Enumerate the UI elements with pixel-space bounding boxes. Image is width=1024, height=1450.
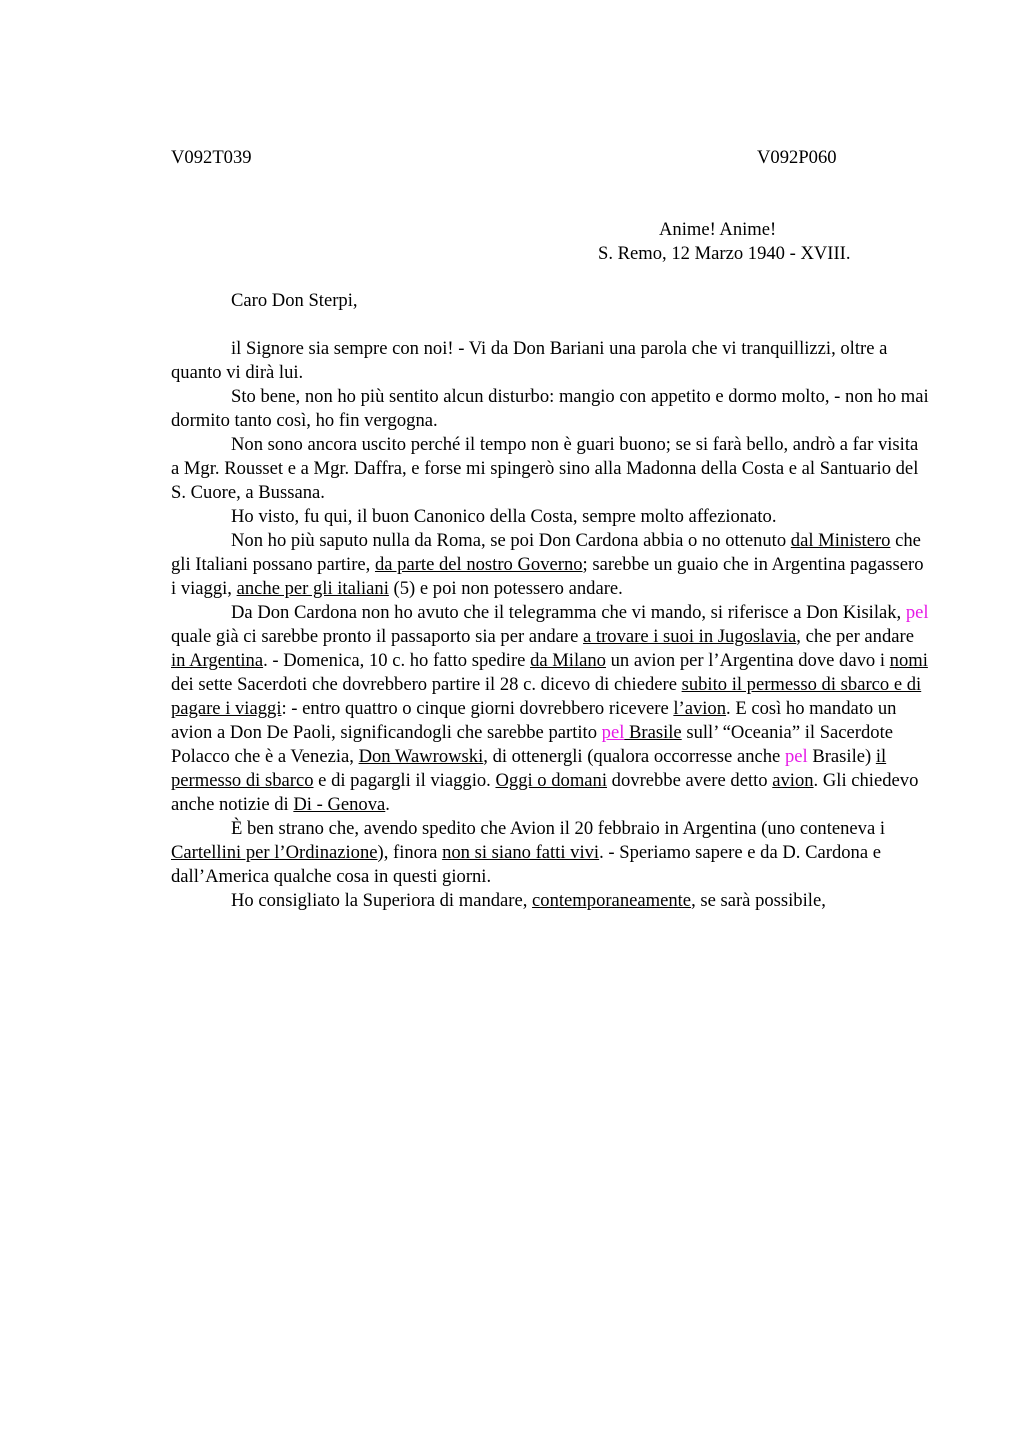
highlighted-word: pel (905, 602, 929, 623)
text-run: Da Don Cardona non ho avuto che il telegramma che vi mando, si riferisce a Don Kisilak, (231, 602, 906, 623)
text-run: Sto bene, non ho più sentito alcun disturbo: mangio con appetito e dormo molto, - non ho mai dormito tanto così, ho fin vergogna. (171, 386, 929, 431)
letter-paragraph (171, 529, 931, 601)
text-run: ; sarebbe un guaio che in Argentina pagassero i viaggi, (171, 554, 924, 599)
text-run: Non ho più saputo nulla da Roma, se poi Don Cardona abbia o no ottenuto (231, 530, 791, 551)
underlined-text: non si siano fatti vivi (442, 842, 600, 863)
letter-paragraph (171, 433, 931, 505)
underlined-text: avion (772, 770, 814, 791)
text-run: È ben strano che, avendo spedito che Avion il 20 febbraio in Argentina (uno conteneva i (231, 818, 886, 839)
text-run: che gli Italiani possano partire, (171, 530, 921, 575)
underlined-text: a trovare i suoi in Jugoslavia (583, 626, 797, 647)
text-run: quale già ci sarebbe pronto il passaporto sia per andare (171, 626, 584, 647)
text-run: un avion per l’Argentina dove davo i (605, 650, 890, 671)
text-run: . E così ho mandato un avion a Don De Paoli, significandogli che sarebbe partito (171, 698, 897, 743)
letter-paragraph (171, 601, 931, 817)
text-run: Brasile) (807, 746, 876, 767)
text-run: , che per andare (796, 626, 914, 647)
text-run: Ho consigliato la Superiora di mandare, (231, 890, 533, 911)
highlighted-word: pel (601, 722, 625, 743)
text-run: : - entro quattro o cinque giorni dovrebbero ricevere (281, 698, 674, 719)
document-code-left: V092T039 (171, 147, 252, 168)
letter-paragraph (171, 385, 931, 433)
letter-body (171, 337, 931, 913)
text-run: Non sono ancora uscito perché il tempo non è guari buono; se si farà bello, andrò a far visita a Mgr. Rousset e a Mgr. Daffra, e forse mi spingerò sino alla Madonna della Costa e al Santuario del S. Cuore, a Bussana. (171, 434, 919, 503)
underlined-text: in Argentina (171, 650, 264, 671)
text-run: Ho visto, fu qui, il buon Canonico della Costa, sempre molto affezionato. (231, 506, 777, 527)
document-code-right: V092P060 (757, 147, 837, 168)
underlined-text: nomi (889, 650, 928, 671)
highlighted-word: pel (784, 746, 808, 767)
text-run: sull’ “Oceania” il Sacerdote Polacco che è a Venezia, (171, 722, 894, 767)
letter-paragraph (171, 505, 931, 529)
underlined-text: Cartellini per l’Ordinazione (171, 842, 378, 863)
text-run: (5) e poi non potessero andare. (388, 578, 623, 599)
letter-paragraph (171, 889, 931, 913)
letter-paragraph (171, 337, 931, 385)
underlined-text: Brasile (624, 722, 682, 743)
header-motto: Anime! Anime! (659, 219, 777, 240)
text-run: il Signore sia sempre con noi! - Vi da Don Bariani una parola che vi tranquillizzi, oltre a quanto vi dirà lui. (171, 338, 888, 383)
header-date-place: S. Remo, 12 Marzo 1940 - XVIII. (598, 243, 851, 264)
underlined-text: l’avion (673, 698, 727, 719)
text-run: ), finora (377, 842, 443, 863)
text-run: dovrebbe avere detto (607, 770, 773, 791)
underlined-text: il permesso di sbarco (171, 746, 887, 791)
text-run: . - Speriamo sapere e da D. Cardona e dall’America qualche cosa in questi giorni. (171, 842, 881, 887)
underlined-text: Oggi o domani (495, 770, 608, 791)
underlined-text: dal Ministero (790, 530, 891, 551)
underlined-text: Don Wawrowski (358, 746, 484, 767)
underlined-text: contemporaneamente (532, 890, 692, 911)
salutation: Caro Don Sterpi, (231, 290, 358, 311)
text-run: . Gli chiedevo anche notizie di (171, 770, 919, 815)
text-run: . (385, 794, 390, 815)
text-run: dei sette Sacerdoti che dovrebbero partire il 28 c. dicevo di chiedere (171, 674, 682, 695)
underlined-text: anche per gli italiani (236, 578, 389, 599)
underlined-text: da parte del nostro Governo (374, 554, 583, 575)
underlined-text: Di - Genova (293, 794, 386, 815)
text-run: , se sarà possibile, (691, 890, 826, 911)
underlined-text: da Milano (530, 650, 606, 671)
text-run: e di pagargli il viaggio. (313, 770, 496, 791)
underlined-text: subito il permesso di sbarco e di pagare i viaggi (171, 674, 922, 719)
letter-paragraph (171, 817, 931, 889)
text-run: , di ottenergli (qualora occorresse anche (483, 746, 785, 767)
text-run: . - Domenica, 10 c. ho fatto spedire (263, 650, 531, 671)
